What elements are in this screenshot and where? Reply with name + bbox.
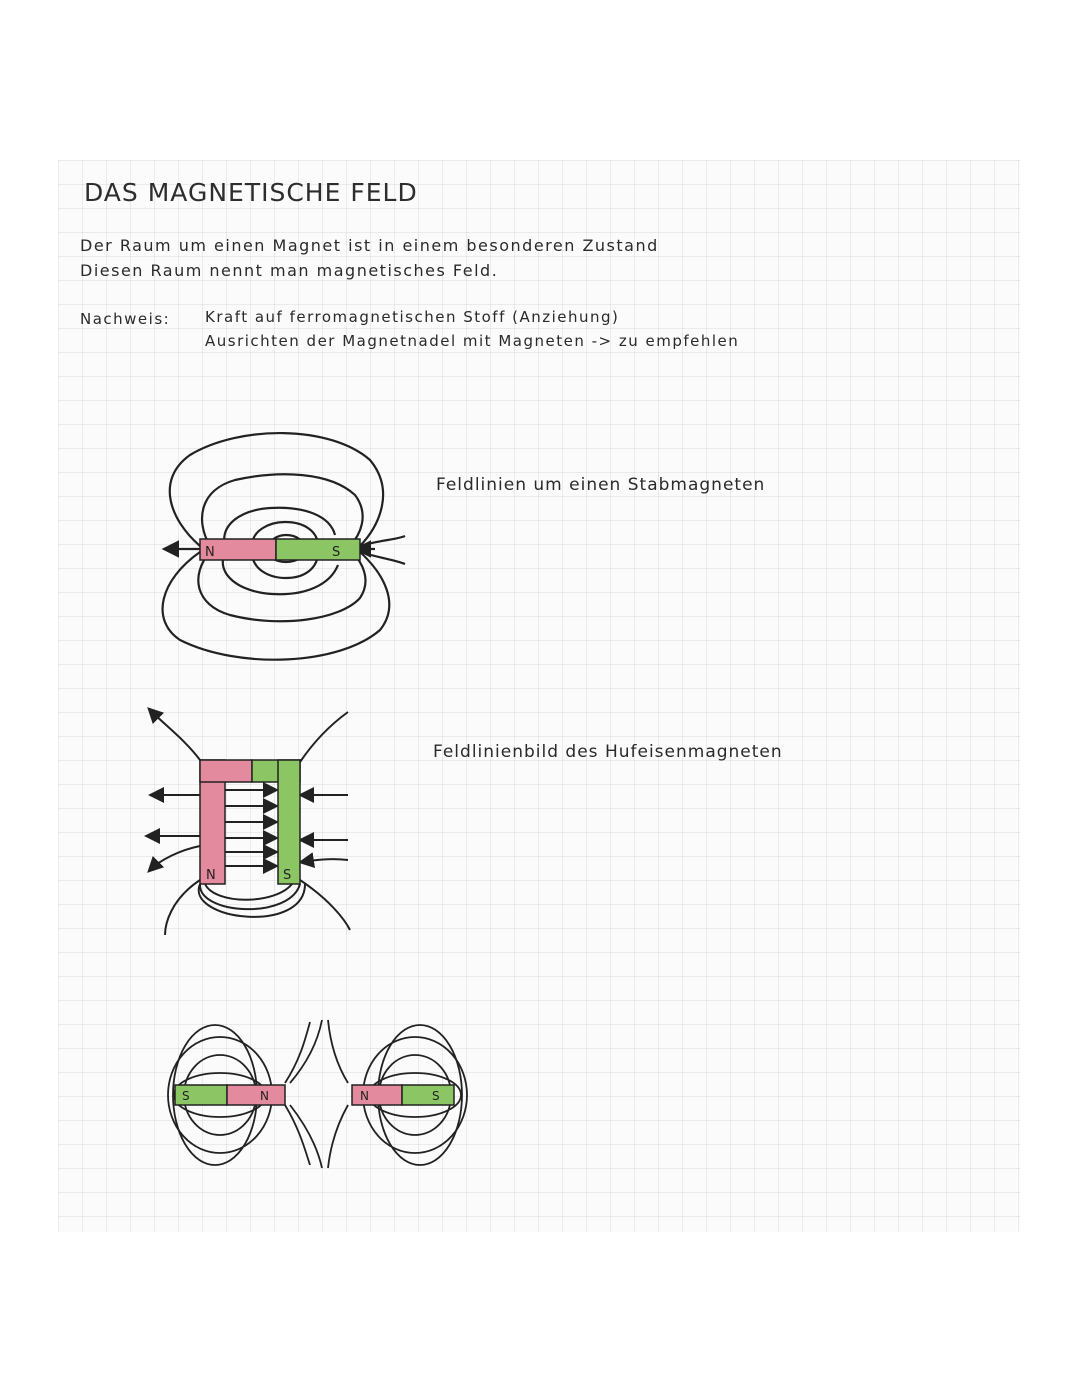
caption-bar-magnet: Feldlinien um einen Stabmagneten xyxy=(436,475,766,495)
intro-line-2: Diesen Raum nennt man magnetisches Feld. xyxy=(80,261,499,280)
horseshoe-north-label: N xyxy=(206,868,216,883)
left-south-label: S xyxy=(182,1089,190,1103)
right-magnet-south xyxy=(402,1085,454,1105)
right-north-label: N xyxy=(360,1089,369,1103)
intro-line-1: Der Raum um einen Magnet ist in einem besonderen Zustand xyxy=(80,236,659,255)
left-north-label: N xyxy=(260,1089,269,1103)
right-south-label: S xyxy=(432,1089,440,1103)
left-magnet-north xyxy=(227,1085,285,1105)
bar-north-label: N xyxy=(205,545,215,560)
horseshoe-south-label: S xyxy=(283,868,292,883)
caption-horseshoe-magnet: Feldlinienbild des Hufeisenmagneten xyxy=(433,742,783,762)
proof-label: Nachweis: xyxy=(80,310,171,328)
proof-item-force: Kraft auf ferromagnetischen Stoff (Anziehung) xyxy=(205,308,620,326)
page-title: DAS MAGNETISCHE FELD xyxy=(84,178,418,207)
proof-item-needle: Ausrichten der Magnetnadel mit Magneten -> zu empfehlen xyxy=(205,332,740,350)
bar-south-label: S xyxy=(332,545,341,560)
